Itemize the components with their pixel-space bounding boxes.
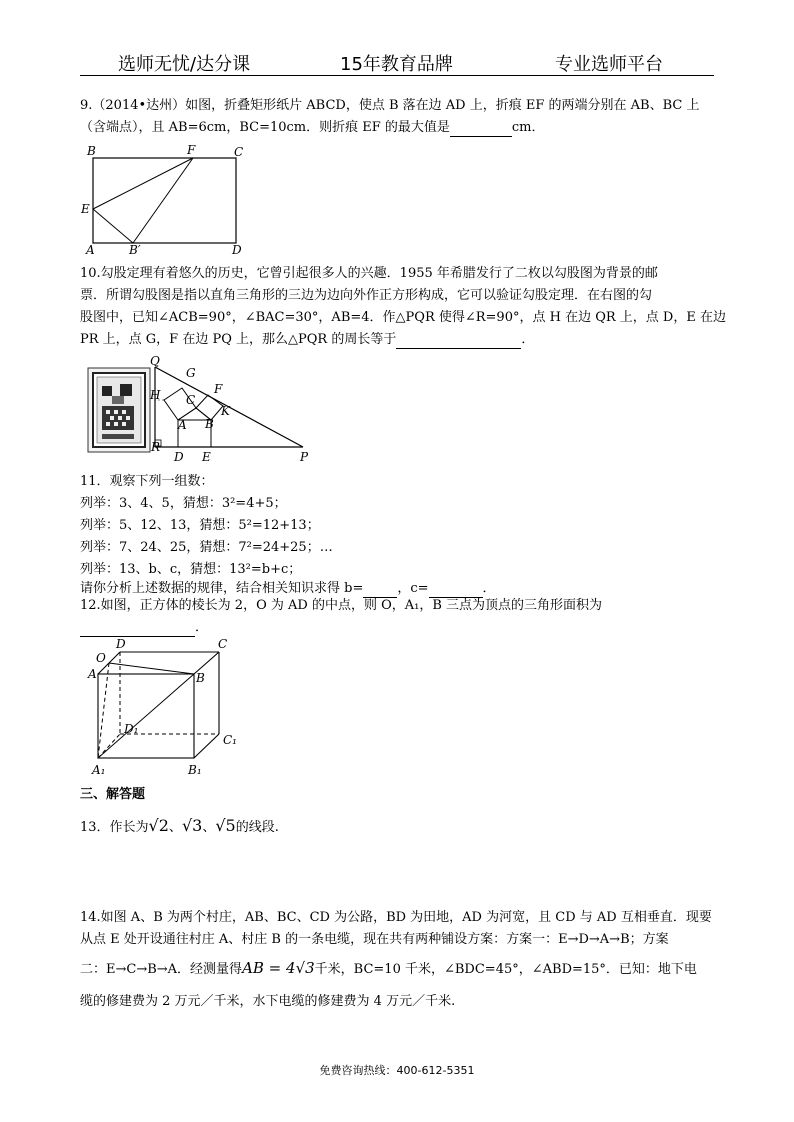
q9-fold-EF — [93, 158, 193, 209]
q14-line2: 从点 E 处开设通往村庄 A、村庄 B 的一条电缆，现在共有两种铺设方案：方案一：E→D→A→B；方案 — [80, 932, 669, 947]
q12-label-D: D — [116, 637, 126, 651]
q10-label-R: R — [151, 440, 161, 454]
q12-seg-A1B — [98, 674, 194, 758]
q10-line3: 股图中，已知∠ACB=90°，∠BAC=30°，AB=4．作△PQR 使得∠R=90°，点 H 在边 QR 上，点 D，E 在边 — [80, 310, 726, 325]
q9-seg-FB — [133, 158, 193, 243]
q12-cube-figure — [86, 638, 246, 780]
q11-title: 11．观察下列一组数： — [80, 474, 214, 489]
q14-line4: 缆的修建费为 2 万元／千米，水下电缆的修建费为 4 万元／千米. — [80, 994, 456, 1009]
q12-line1: 12.如图，正方体的棱长为 2，O 为 AD 的中点，则 O，A₁，B 三点为顶点的三角形面积为 — [80, 598, 603, 613]
q10-pythagoras-figure — [150, 355, 315, 465]
q14-line3 — [80, 960, 697, 978]
q11-row-4: 列举：13、b、c，猜想：13²=b+c； — [80, 562, 302, 577]
q13-sqrt3: √3 — [181, 816, 203, 835]
section-3-heading: 三、解答题 — [80, 787, 146, 802]
q10-label-D: D — [174, 450, 184, 464]
header-brand-right: 专业选师平台 — [555, 54, 663, 75]
q9-seg-EB — [93, 209, 133, 243]
q10-label-C: C — [186, 393, 196, 407]
q12-label-B1: B₁ — [188, 763, 202, 777]
q13-prefix: 13．作长为 — [80, 820, 149, 835]
q10-label-H: H — [150, 388, 161, 402]
q13-sep2: 、 — [202, 820, 216, 835]
q12-answer-blank — [80, 620, 195, 637]
q14-line3-text: 二：E→C→B→A．经测量得 — [80, 962, 243, 977]
q12-label-C1: C₁ — [223, 733, 237, 747]
q12-line2-end: ． — [195, 620, 209, 635]
q10-label-B: B — [205, 417, 214, 431]
q10-label-Q: Q — [150, 354, 160, 368]
footer-hotline: 免费咨询热线：400-612-5351 — [319, 1064, 475, 1077]
q12-label-B: B — [196, 671, 205, 685]
q9-label-A: A — [86, 243, 95, 257]
q10-stamp-image — [88, 368, 150, 452]
q11-blank-b — [363, 581, 397, 598]
q12-line2 — [80, 620, 208, 637]
q12-seg-OA1 — [98, 663, 109, 758]
q10-line2: 票．所谓勾股图是指以直角三角形的三边为边向外作正方形构成，它可以验证勾股定理．在右图的勾 — [80, 288, 653, 303]
q10-line4-text: PR 上，点 G，F 在边 PQ 上，那么△PQR 的周长等于 — [80, 332, 397, 347]
q10-line1: 10.勾股定理有着悠久的历史，它曾引起很多人的兴趣．1955 年希腊发行了二枚以勾股图为背景的邮 — [80, 266, 658, 281]
q11-ask-end: ． — [482, 581, 496, 596]
q10-label-F: F — [214, 382, 223, 396]
q11-ask-text: 请你分析上述数据的规律，结合相关知识求得 b= — [80, 581, 364, 596]
q9-line2 — [80, 120, 545, 137]
header-divider — [80, 75, 714, 76]
q9-label-E: E — [81, 202, 90, 216]
q9-label-Bprime: B′ — [129, 243, 141, 257]
q9-label-B: B — [87, 144, 96, 158]
q11-row-3: 列举：7、24、25，猜想：7²=24+25；… — [80, 540, 333, 555]
q11-ask — [80, 581, 496, 598]
q9-label-C: C — [234, 145, 244, 159]
q10-label-G: G — [186, 366, 196, 380]
header-brand-center: 15年教育品牌 — [340, 54, 453, 75]
header-brand-left: 选师无忧/达分课 — [118, 54, 251, 75]
q13-sqrt5: √5 — [215, 816, 236, 835]
q10-label-P: P — [300, 450, 309, 464]
q9-rectangle — [93, 158, 236, 243]
q9-label-F: F — [187, 143, 196, 157]
q9-line2-text: （含端点），且 AB=6cm，BC=10cm．则折痕 EF 的最大值是 — [80, 120, 450, 135]
q13-sqrt2: √2 — [148, 816, 169, 835]
q14-formula-AB: AB = 4√3 — [242, 959, 315, 977]
q12-label-O: O — [96, 651, 106, 665]
q13-line — [80, 818, 279, 836]
q10-line4 — [80, 332, 534, 349]
q9-label-D: D — [232, 243, 242, 257]
q10-line4-end: ． — [521, 332, 535, 347]
q10-answer-blank — [396, 332, 521, 349]
q13-suffix: 的线段. — [235, 820, 279, 835]
q9-line1: 9.（2014•达州）如图，折叠矩形纸片 ABCD，使点 B 落在边 AD 上，折痕 EF 的两端分别在 AB、BC 上 — [80, 98, 700, 113]
q11-ask-c-label: ，c= — [397, 581, 429, 596]
q10-label-E: E — [202, 450, 211, 464]
q13-sep1: 、 — [168, 820, 182, 835]
q11-blank-c — [429, 581, 483, 598]
q12-label-A: A — [88, 667, 97, 681]
q9-line2-unit: cm． — [511, 120, 545, 135]
q9-figure — [80, 142, 250, 260]
q12-label-A1: A₁ — [92, 763, 106, 777]
q11-row-2: 列举：5、12、13，猜想：5²=12+13； — [80, 518, 320, 533]
q12-label-C: C — [218, 637, 228, 651]
q9-answer-blank — [450, 120, 512, 137]
q14-line1: 14.如图 A、B 为两个村庄，AB、BC、CD 为公路，BD 为田地，AD 为河宽，且 CD 与 AD 互相垂直．现要 — [80, 910, 712, 925]
q12-label-D1: D₁ — [124, 722, 139, 736]
q10-label-A: A — [178, 418, 187, 432]
q10-label-K: K — [221, 404, 230, 418]
q12-seg-OB — [109, 663, 194, 674]
q14-line3-rest: 千米，BC=10 千米，∠BDC=45°，∠ABD=15°．已知：地下电 — [314, 962, 697, 977]
q11-row-1: 列举：3、4、5，猜想：3²=4+5； — [80, 496, 287, 511]
